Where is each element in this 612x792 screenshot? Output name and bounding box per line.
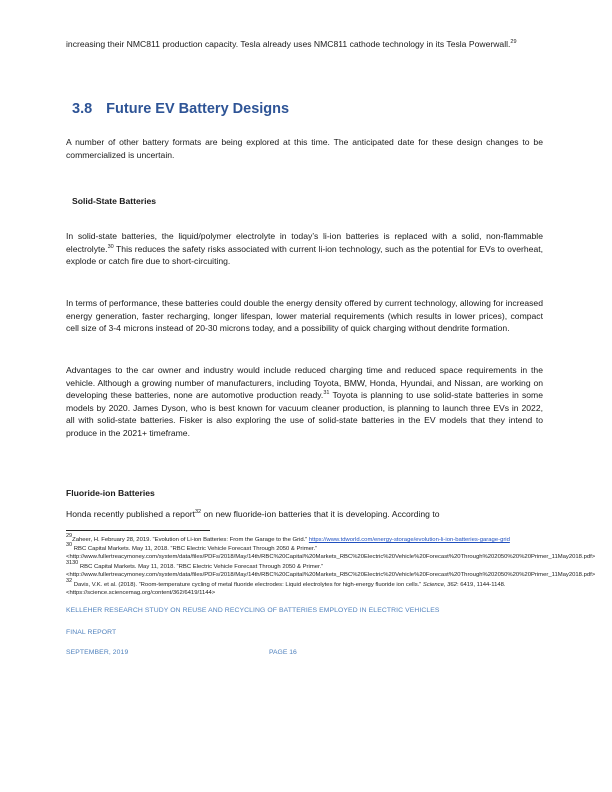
footer-date: SEPTEMBER, 2019 (66, 649, 129, 656)
footnote-31: $^{3130}$ RBC Capital Markets. May 11, 2018. “RBC Electric Vehicle Forecast Through 2050 & Primer.” <http://www.fullertreacymoney.com/system/data/files/PDFs/2018/May/14th/RBC%20Capital%20Markets_RBC%20Electric%20Vehicle%20Forecast%20Through%202050%20%20Primer_11May2018.pdf> (66, 560, 596, 579)
page-number: PAGE 16 (269, 649, 297, 656)
footnote-29: $^{29}$Zaheer, H. February 28, 2019. “Evolution of Li-ion Batteries: From the Garage to the Grid.” https://www.tdworld.com/energy-storage/evolution-li-ion-batteries-garage-grid (66, 533, 510, 543)
footer-report-type: FINAL REPORT (66, 629, 117, 636)
carryover-text: increasing their NMC811 production capacity. Tesla already uses NMC811 cathode technology in its Tesla Powerwall. (66, 39, 511, 49)
footnote-ref-29[interactable]: 29 (510, 39, 517, 45)
section-number: 3.8 (72, 101, 93, 117)
section-heading (72, 101, 289, 117)
section-intro: A number of other battery formats are being explored at this time. The anticipated date for these design changes to be commercialized is uncertain. (66, 137, 543, 160)
solid-state-heading: Solid-State Batteries (72, 196, 157, 206)
carryover-paragraph (66, 38, 543, 51)
footer-organization: KELLEHER RESEARCH STUDY ON REUSE AND RECYCLING OF BATTERIES EMPLOYED IN ELECTRIC VEHICLES (66, 607, 440, 614)
footnote-divider (66, 530, 210, 531)
solid-state-paragraph-3: Advantages to the car owner and industry would include reduced charging time and reduced space requirements in the vehicle. Although a growing number of manufacturers, including Toyota, BMW, Honda, Hyundai, and Nissan, are working on developing these batteries, none are automotive production ready.$^{31}$ Toyota is planning to use solid-state batteries in some models by 2020. James Dyson, who is best known for vacuum cleaner production, is planning to launch three EVs in 2022, all with solid-state batteries. Fisker is also exploring the use of solid-state batteries in the EV models that they intend to produce in the 2021+ timeframe. (66, 365, 543, 438)
footnote-32: $^{32}$ Davis, V.K. et al. (2018). “Room-temperature cycling of metal fluoride electrodes: Liquid electrolytes for high-energy fluoride ion cells.” Science, 362: 6419, 1144-1148. <https://science.sciencemag.org/content/362/6419/1144> (66, 578, 506, 597)
fluoride-heading: Fluoride-ion Batteries (66, 488, 155, 498)
fluoride-paragraph: Honda recently published a report$^{32}$ on new fluoride-ion batteries that it is developing. According to (66, 509, 440, 519)
footnote-30: $^{30}$ RBC Capital Markets. May 11, 2018. “RBC Electric Vehicle Forecast Through 2050 & Primer.” <http://www.fullertreacymoney.com/system/data/files/PDFs/2018/May/14th/RBC%20Capital%20Markets_RBC%20Electric%20Vehicle%20Forecast%20Through%202050%20%20Primer_11May2018.pdf> (66, 542, 596, 561)
solid-state-paragraph-2: In terms of performance, these batteries could double the energy density offered by current technology, allowing for increased energy generation, faster recharging, longer lifespan, lower material requirements (which results in lower prices), compact cell size of 3-4 microns instead of 20-30 microns today, and a possibility of quick charging without dendrite formation. (66, 298, 543, 333)
section-title: Future EV Battery Designs (106, 101, 290, 117)
solid-state-paragraph-1: In solid-state batteries, the liquid/polymer electrolyte in today’s li-ion batteries is replaced with a solid, non-flammable electrolyte.$^{30}$ This reduces the safety risks associated with current li-ion technology, such as the potential for EVs to overheat, explode or catch fire due to short-circuiting. (66, 231, 543, 266)
footnote-ref-31[interactable]: 31 (323, 390, 330, 396)
footnote-ref-30[interactable]: 30 (107, 243, 114, 250)
footnote-ref-32[interactable]: 32 (195, 509, 202, 515)
footnote-29-link[interactable]: https://www.tdworld.com/energy-storage/evolution-li-ion-batteries-garage-grid (308, 537, 510, 543)
